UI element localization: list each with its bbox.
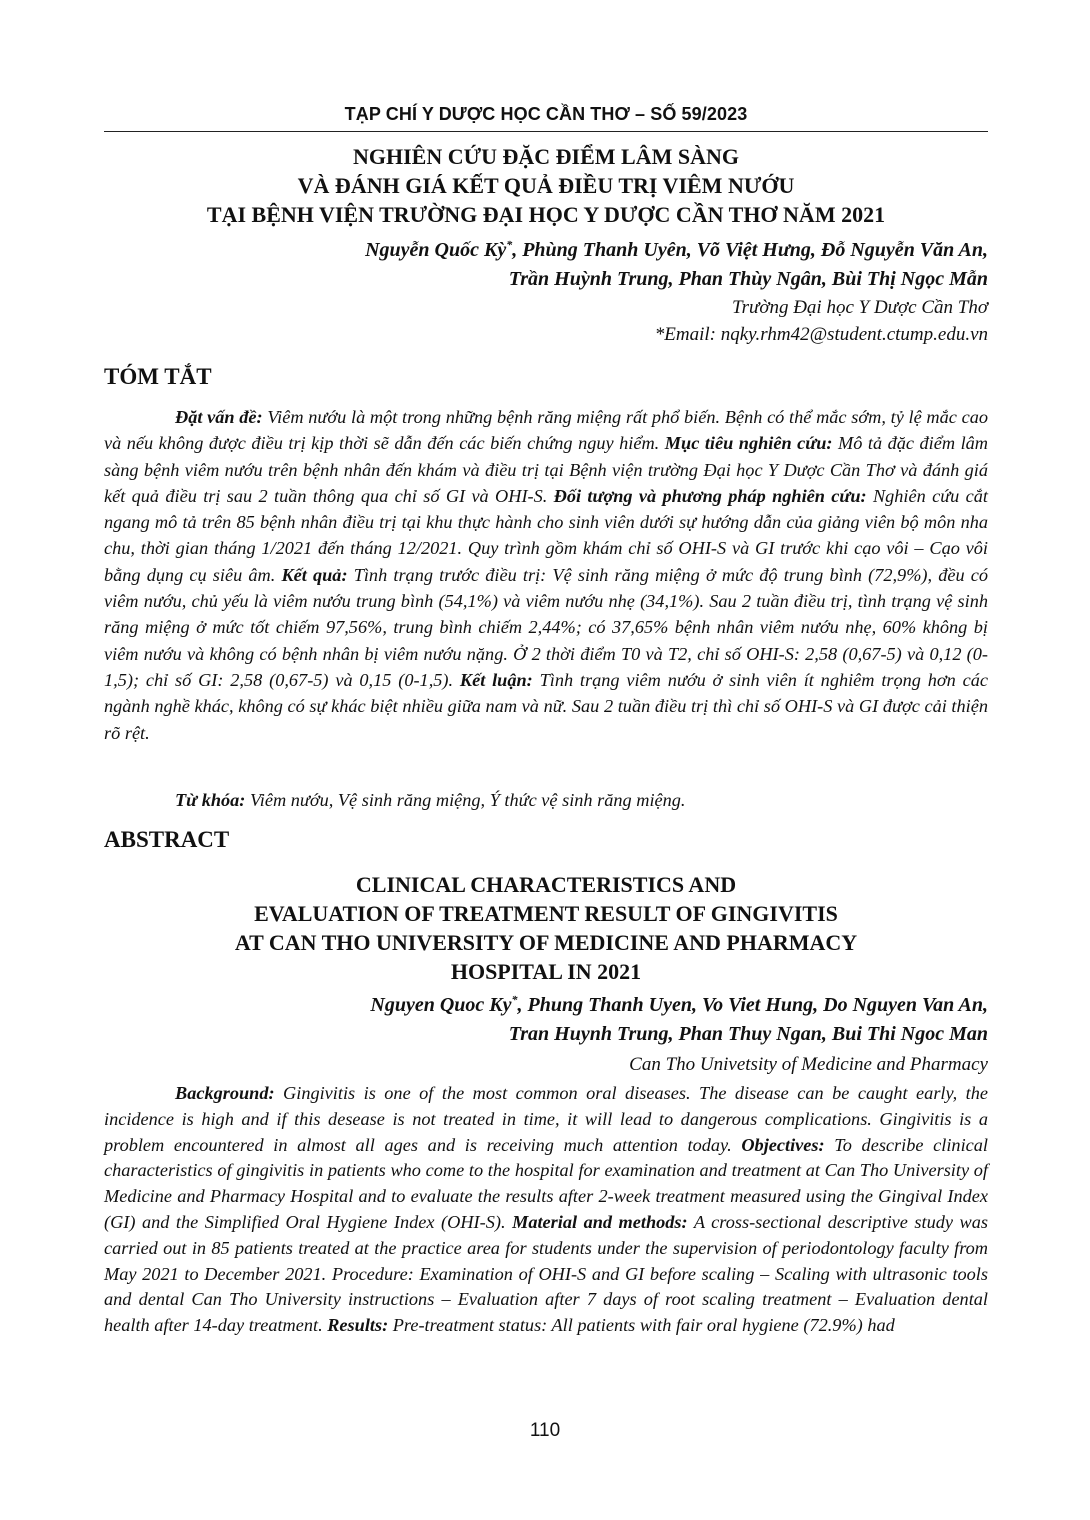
vietnamese-authors [365,236,988,294]
text-objectives: Mô tả đặc điểm lâm sàng bệnh viêm nướu trên bệnh nhân đến khám và điều trị tại Bệnh viện trường Đại học Y Dược Cần Thơ và đánh giá kết quả điều trị sau 2 tuần thông qua chỉ số GI và OHI-S. [104,433,989,506]
text-objectives-en: To describe clinical characteristics of gingivitis in patients who come to the hospital for examination and treatment at Can Tho University of Medicine and Pharmacy Hospital and to evaluate the results after 2-week treatment measured using the Gingival Index (GI) and the Simplified Oral Hygiene Index (OHI-S). [104,1134,988,1232]
text-methods: Nghiên cứu cắt ngang mô tả trên 85 bệnh nhân điều trị tại khu thực hành cho sinh viên dưới sự hướng dẫn của giảng viên bộ môn nha chu, thời gian tháng 1/2021 đến tháng 12/2021. Quy trình gồm khám chỉ số OHI-S và GI trước khi cạo vôi – Cạo vôi bằng dụng cụ siêu âm. [104,485,988,585]
vietnamese-title: NGHIÊN CỨU ĐẶC ĐIỂM LÂM SÀNG VÀ ĐÁNH GIÁ KẾT QUẢ ĐIỀU TRỊ VIÊM NƯỚU TẠI BỆNH VIỆN TRƯỜNG ĐẠI HỌC Y DƯỢC CẦN THƠ NĂM 2021 [206,144,886,227]
english-authors [370,991,988,1049]
corresponding-mark-en: * [511,992,518,1007]
corresponding-mark: * [506,237,513,252]
authors-line-2: Trần Huỳnh Trung, Phan Thùy Ngân, Bùi Thị Ngọc Mẫn [508,268,988,290]
text-methods-en: A cross-sectional descriptive study was carried out in 85 patients treated at the practice area for students under the supervision of periodontology faculty from May 2021 to December 2021. Procedure: Examination of OHI-S and GI before scaling – Scaling with ultrasonic tools and dental Can Tho University instructions – Evaluation after 7 days of root scaling treatment – Evaluation dental health after 14-day treatment. [104,1211,988,1336]
english-title: CLINICAL CHARACTERISTICS AND EVALUATION OF TREATMENT RESULT OF GINGIVITIS AT CAN THO UNIVERSITY OF MEDICINE AND PHARMACY HOSPITAL IN 2021 [234,872,858,984]
corresponding-author: Nguyễn Quốc Kỳ [365,239,507,261]
label-objectives: Mục tiêu nghiên cứu: [664,433,833,454]
text-background: Viêm nướu là một trong những bệnh răng miệng rất phổ biến. Bệnh có thể mắc sớm, tỷ lệ mắc cao và nếu không được điều trị kịp thời sẽ dẫn đến các biến chứng nguy hiểm. [104,407,989,454]
english-abstract-heading: ABSTRACT [104,827,230,852]
vietnamese-keywords [175,790,988,811]
label-results-en: Results: [327,1315,389,1336]
label-methods-en: Material and methods: [512,1211,688,1232]
corresponding-email: *Email: nqky.rhm42@student.ctump.edu.vn [654,324,988,345]
label-background: Đặt vấn đề: [175,407,263,427]
text-results: Tình trạng trước điều trị: Vệ sinh răng miệng ở mức độ trung bình (72,9%), đều có viêm nướu, chủ yếu là viêm nướu trung bình (54,1%) và viêm nướu nhẹ (34,1%). Sau 2 tuần điều trị, tình trạng vệ sinh răng miệng ở mức tốt chiếm 97,56%, trung bình chiếm 2,44%; có 37,65% bệnh nhân viêm nướu nhẹ, 60% không bị viêm nướu và không có bệnh nhân bị viêm nướu nặng. Ở 2 thời điểm T0 và T2, chỉ số OHI-S: 2,58 (0,67-5) và 0,12 (0-1,5); chỉ số GI: 2,58 (0,67-5) và 0,15 (0-1,5). [104,564,989,690]
page-number: 110 [529,1420,561,1441]
english-affiliation: Can Tho Univetsity of Medicine and Pharmacy [629,1054,988,1075]
text-results-en: Pre-treatment status: All patients with fair oral hygiene (72.9%) had [388,1315,895,1336]
corresponding-author-en: Nguyen Quoc Ky [370,994,512,1016]
label-results: Kết quả: [281,564,348,585]
keywords-text: Viêm nướu, Vệ sinh răng miệng, Ý thức vệ sinh răng miệng. [245,790,686,810]
keywords-label: Từ khóa: [175,790,246,810]
vietnamese-abstract-heading: TÓM TẮT [104,364,212,389]
english-abstract-body [104,1081,988,1339]
vietnamese-abstract-body [104,404,988,746]
label-objectives-en: Objectives: [741,1134,825,1155]
text-conclusion: Tình trạng viêm nướu ở sinh viên ít nghiêm trọng hơn các ngành nghề khác, không có sự khác biệt nhiều giữa nam và nữ. Sau 2 tuần điều trị thì chỉ số OHI-S và GI được cải thiện rõ rệt. [104,669,988,743]
authors-en-line-1: , Phung Thanh Uyen, Vo Viet Hung, Do Nguyen Van An, [517,994,988,1016]
authors-line-1: , Phùng Thanh Uyên, Võ Việt Hưng, Đỗ Nguyễn Văn An, [512,239,988,261]
label-methods: Đối tượng và phương pháp nghiên cứu: [553,485,867,506]
authors-en-line-2: Tran Huynh Trung, Phan Thuy Ngan, Bui Thi Ngoc Man [508,1023,988,1045]
text-background-en: Gingivitis is one of the most common oral diseases. The disease can be caught early, the incidence is high and if this desease is not treated in time, it will lead to dangerous complications. Gingivitis is a problem encountered in almost all ages and is receiving much attention today. [104,1083,988,1155]
vietnamese-affiliation: Trường Đại học Y Dược Cần Thơ [732,297,988,318]
label-background-en: Background: [175,1083,275,1103]
label-conclusion: Kết luận: [459,669,533,690]
journal-running-header: TẠP CHÍ Y DƯỢC HỌC CẦN THƠ – SỐ 59/2023 [344,104,748,124]
header-rule [104,131,988,132]
